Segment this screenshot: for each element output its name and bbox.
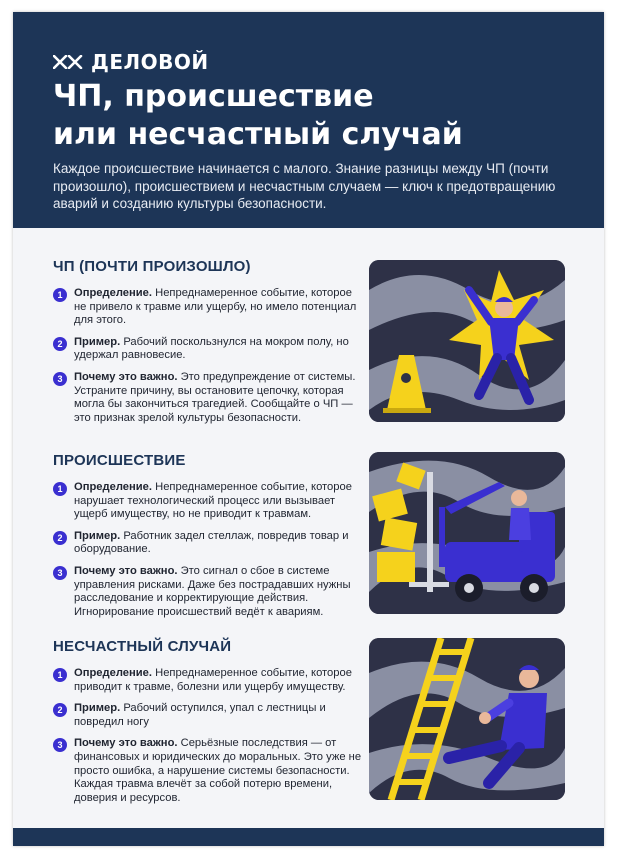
number-badge: 1 (53, 668, 67, 682)
item-label: Почему это важно. (74, 564, 178, 577)
worker-slipping-icon (369, 260, 565, 422)
header (13, 12, 604, 228)
section-accident (53, 638, 363, 813)
item-label: Определение. (74, 481, 152, 493)
poster (13, 12, 604, 846)
item-text: Рабочий поскользнулся на мокром полу, но удержал равновесие. (74, 335, 349, 362)
section-title: ПРОИСШЕСТВИЕ (53, 452, 186, 469)
section-title: ЧП (ПОЧТИ ПРОИЗОШЛО) (53, 258, 251, 275)
worker-fallen-ladder-icon (369, 638, 565, 800)
list-item (53, 737, 363, 805)
number-badge: 2 (53, 337, 67, 351)
item-label: Определение. (74, 287, 152, 299)
list-item (53, 336, 363, 363)
item-text: Непреднамеренное событие, которое нарушает технологический процесс или вызывает ущерб имуществу, но не приводит к травмам. (74, 481, 352, 521)
number-badge: 3 (53, 738, 67, 752)
section-near-miss (53, 258, 363, 433)
intro-text: Каждое происшествие начинается с малого. Знание разницы между ЧП (почти произошло), происшествием и несчастным случаем — ключ к предотвращению аварий и созданию культуры безопасности. (53, 161, 556, 211)
list-item (53, 667, 363, 694)
number-badge: 2 (53, 531, 67, 545)
item-text: Рабочий оступился, упал с лестницы и повредил ногу (74, 702, 326, 728)
section-title: НЕСЧАСТНЫЙ СЛУЧАЙ (53, 638, 232, 655)
logo-mark-icon (53, 55, 83, 69)
item-label: Пример. (74, 529, 121, 542)
page-title (53, 78, 573, 154)
number-badge: 1 (53, 482, 67, 496)
item-text: Это сигнал о сбое в системе управления рисками. Даже без пострадавших нужны расследование и корректирующие действия. Игнорирование происшествий ведёт к авариям. (74, 564, 351, 618)
list-item (53, 287, 363, 328)
list-item (53, 530, 363, 557)
item-text: Непреднамеренное событие, которое приводит к травме, болезни или ущербу имуществу. (74, 667, 352, 693)
number-badge: 2 (53, 703, 67, 717)
item-text: Непреднамеренное событие, которое не привело к травме или ущербу, но имело потенциал для этого. (74, 287, 357, 327)
list-item (53, 565, 363, 619)
logo-text: ДЕЛОВОЙ (91, 50, 209, 74)
number-badge: 3 (53, 566, 67, 580)
item-text: Это предупреждение от системы. Устраните причину, вы остановите цепочку, которая могла бы закончиться трагедией. Сообщайте о ЧП — это признак зрелой культуры безопасности. (74, 370, 356, 424)
title-line-1: ЧП, происшествие (53, 79, 374, 114)
item-label: Пример. (74, 702, 121, 715)
item-label: Определение. (74, 667, 152, 679)
list-item (53, 371, 363, 425)
forklift-boxes-icon (369, 452, 565, 614)
logo (53, 52, 209, 72)
list-item (53, 481, 363, 522)
footer-bar (13, 828, 604, 846)
number-badge: 1 (53, 288, 67, 302)
item-label: Пример. (74, 335, 121, 348)
section-incident (53, 452, 363, 627)
item-label: Почему это важно. (74, 370, 178, 383)
title-line-2: или несчастный случай (53, 117, 463, 152)
list-item (53, 702, 363, 729)
number-badge: 3 (53, 372, 67, 386)
item-text: Серьёзные последствия — от финансовых и юридических до моральных. Это уже не просто ошибка, а нарушение системы безопасности. Каждая травма влечёт за собой потерю времени, доверия и ресурсов. (74, 737, 362, 804)
item-text: Работник задел стеллаж, повредив товар и оборудование. (74, 529, 349, 556)
item-label: Почему это важно. (74, 737, 178, 750)
